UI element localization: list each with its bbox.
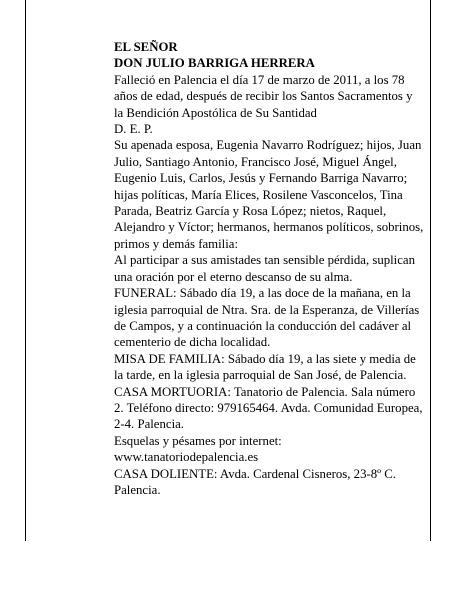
dep-line: D. E. P. [114, 122, 153, 137]
title-line-1: EL SEÑOR [114, 40, 178, 54]
condolences-url[interactable]: www.tanatoriodepalencia.es [114, 450, 259, 465]
death-notice: Falleció en Palencia el día 17 de marzo de 2011, a los 78 años de edad, después de recibir los Santos Sacramentos y la Bendición Apostólica de Su Santidad [114, 72, 413, 120]
deceased-name: DON JULIO BARRIGA HERRERA [114, 56, 315, 71]
family-list: Su apenada esposa, Eugenia Navarro Rodríguez; hijos, Juan Julio, Santiago Antonio, Francisco José, Miguel Ángel, Eugenio Luis, Carlos, Jesús y Fernando Barriga Navarro; hijas políticas, María Elices, Rosilene Vasconcelos, Tina Parada, Beatriz García y Rosa López; nietos, Raquel, Alejandro y Víctor; hermanos, hermanos políticos, sobrinos, primos y demás familia: [114, 138, 424, 251]
family-home-info: CASA DOLIENTE: Avda. Cardenal Cisneros, 23-8º C. Palencia. [114, 466, 397, 497]
funeral-info: FUNERAL: Sábado día 19, a las doce de la mañana, en la iglesia parroquial de Ntra. Sra. de la Esperanza, de Villerías de Campos, y a continuación la conducción del cadáver al cementerio de dicha localidad. [114, 286, 420, 350]
prayer-request: Al participar a sus amistades tan sensible pérdida, suplican una oración por el eterno descanso de su alma. [114, 253, 415, 284]
condolences-label: Esquelas y pésames por internet: [114, 433, 282, 448]
obituary-notice [114, 39, 424, 498]
funeral-home-info: CASA MORTUORIA: Tanatorio de Palencia. Sala número 2. Teléfono directo: 979165464. Avda. Comunidad Europea, 2-4. Palencia. [114, 384, 423, 432]
family-mass-info: MISA DE FAMILIA: Sábado día 19, a las siete y media de la tarde, en la iglesia parroquial de San José, de Palencia. [114, 351, 416, 383]
